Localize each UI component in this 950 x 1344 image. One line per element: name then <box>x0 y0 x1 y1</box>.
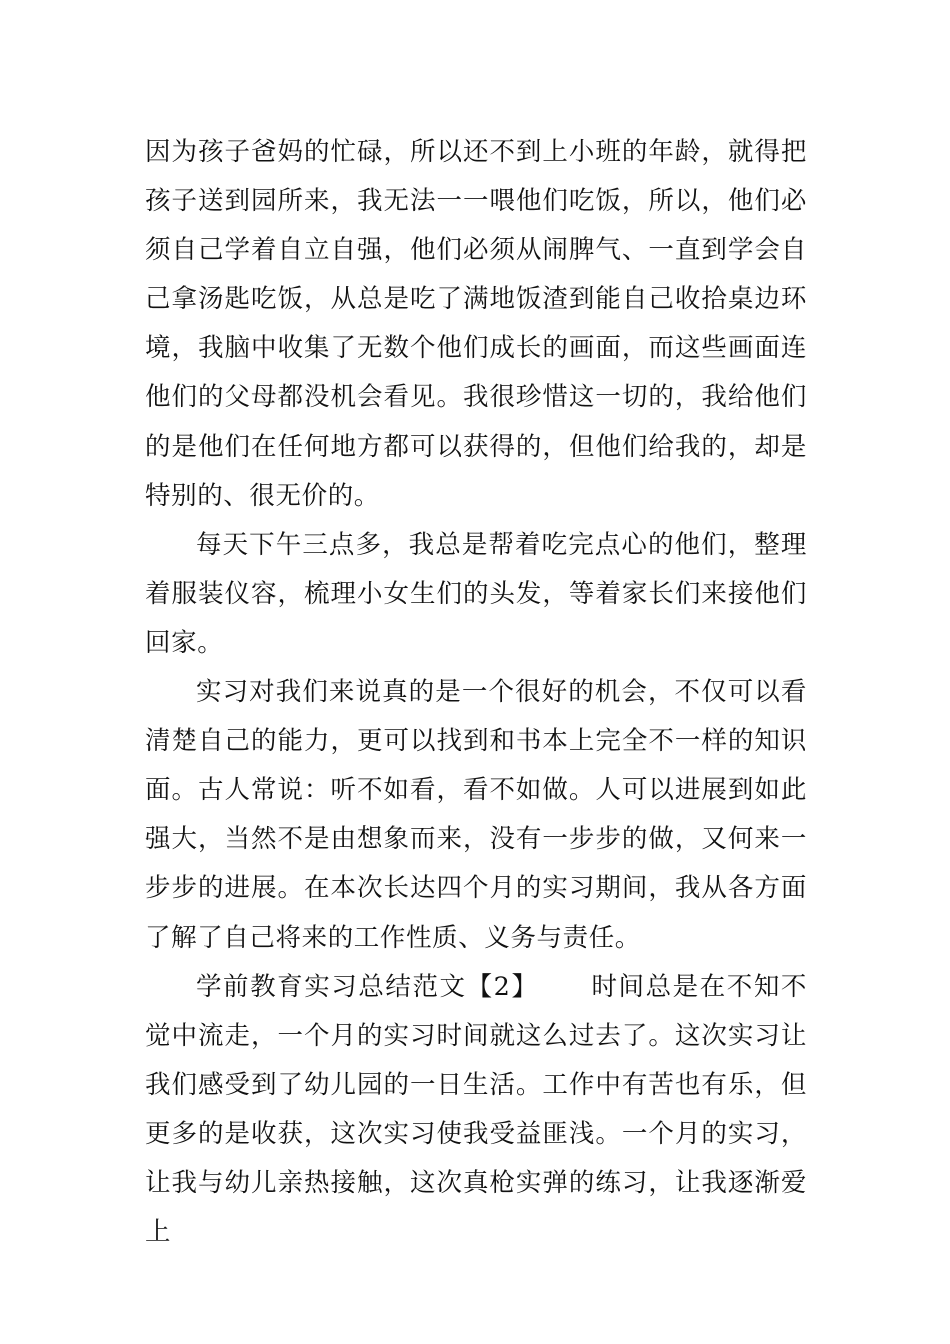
section-text: 时间总是在不知不觉中流走，一个月的实习时间就这么过去了。这次实习让我们感受到了幼儿园的一日生活。工作中有苦也有乐，但更多的是收获，这次实习使我受益匪浅。一个月的实习，让我与幼儿亲热接触，这次真枪实弹的练习，让我逐渐爱上 <box>145 971 807 1248</box>
document-body <box>145 128 807 1257</box>
paragraph-2: 每天下午三点多，我总是帮着吃完点心的他们，整理着服装仪容，梳理小女生们的头发，等着家长们来接他们回家。 <box>145 529 807 658</box>
section-heading: 学前教育实习总结范文【2】 <box>196 971 539 1002</box>
section-paragraph <box>145 963 807 1258</box>
paragraph-1: 因为孩子爸妈的忙碌，所以还不到上小班的年龄，就得把孩子送到园所来，我无法一一喂他们吃饭，所以，他们必须自己学着自立自强，他们必须从闹脾气、一直到学会自己拿汤匙吃饭，从总是吃了满地饭渣到能自己收拾桌边环境，我脑中收集了无数个他们成长的画面，而这些画面连他们的父母都没机会看见。我很珍惜这一切的，我给他们的是他们在任何地方都可以获得的，但他们给我的，却是特别的、很无价的。 <box>145 137 807 511</box>
paragraph-3: 实习对我们来说真的是一个很好的机会，不仅可以看清楚自己的能力，更可以找到和书本上完全不一样的知识面。古人常说：听不如看，看不如做。人可以进展到如此强大，当然不是由想象而来，没有一步步的做，又何来一步步的进展。在本次长达四个月的实习期间，我从各方面了解了自己将来的工作性质、义务与责任。 <box>145 677 807 953</box>
